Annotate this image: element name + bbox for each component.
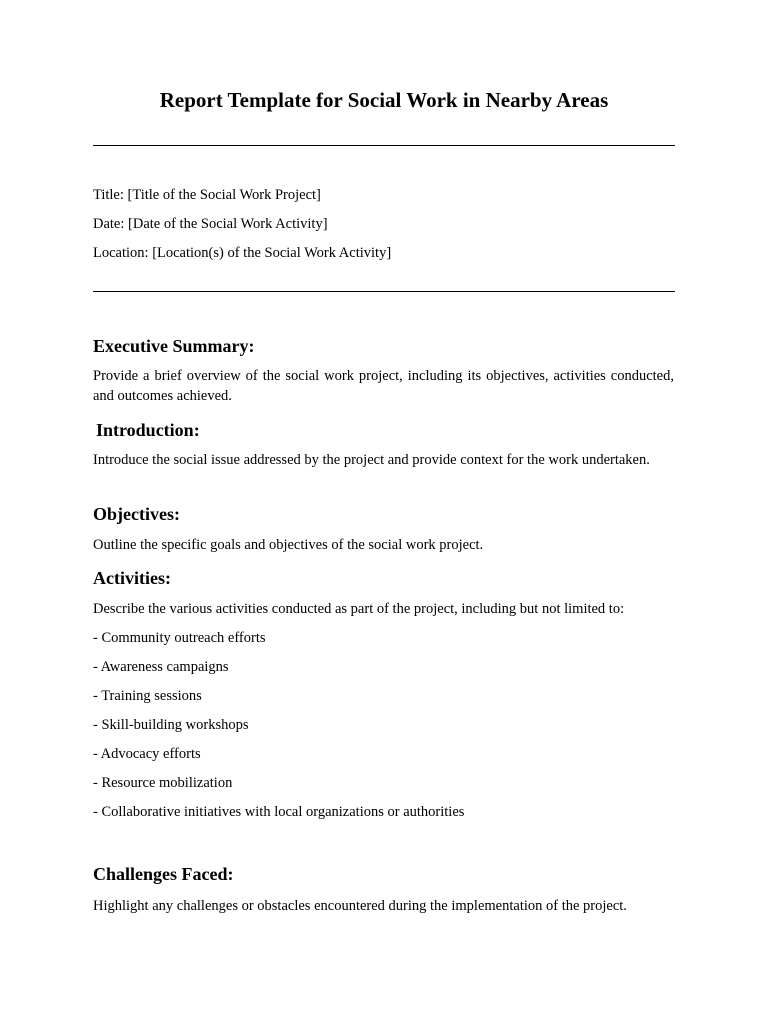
executive-summary-body: Provide a brief overview of the social work project, including its objectives, activities conducted, and outcomes achieved. [93,368,674,404]
activities-heading: Activities: [93,568,171,588]
activity-item: - Training sessions [93,688,202,704]
activity-item: - Collaborative initiatives with local organizations or authorities [93,804,465,820]
activity-item: - Resource mobilization [93,775,233,791]
activity-item: - Advocacy efforts [93,746,201,762]
meta-location-line: Location: [Location(s) of the Social Work Activity] [93,245,392,261]
executive-summary-heading: Executive Summary: [93,336,255,356]
document-title: Report Template for Social Work in Nearby Areas [159,88,609,112]
meta-date-line: Date: [Date of the Social Work Activity] [93,216,328,232]
activities-intro: Describe the various activities conducted as part of the project, including but not limited to: [93,601,625,617]
meta-title-line: Title: [Title of the Social Work Project] [93,187,321,203]
challenges-heading: Challenges Faced: [93,864,234,884]
activity-item: - Skill-building workshops [93,717,249,733]
divider-bottom [93,291,675,292]
introduction-body: Introduce the social issue addressed by the project and provide context for the work undertaken. [93,452,650,468]
introduction-heading: Introduction: [96,420,200,440]
challenges-body: Highlight any challenges or obstacles encountered during the implementation of the project. [93,898,627,914]
objectives-heading: Objectives: [93,504,180,524]
objectives-body: Outline the specific goals and objectives of the social work project. [93,537,484,553]
divider-top [93,145,675,146]
activity-item: - Awareness campaigns [93,659,229,675]
activity-item: - Community outreach efforts [93,630,266,646]
